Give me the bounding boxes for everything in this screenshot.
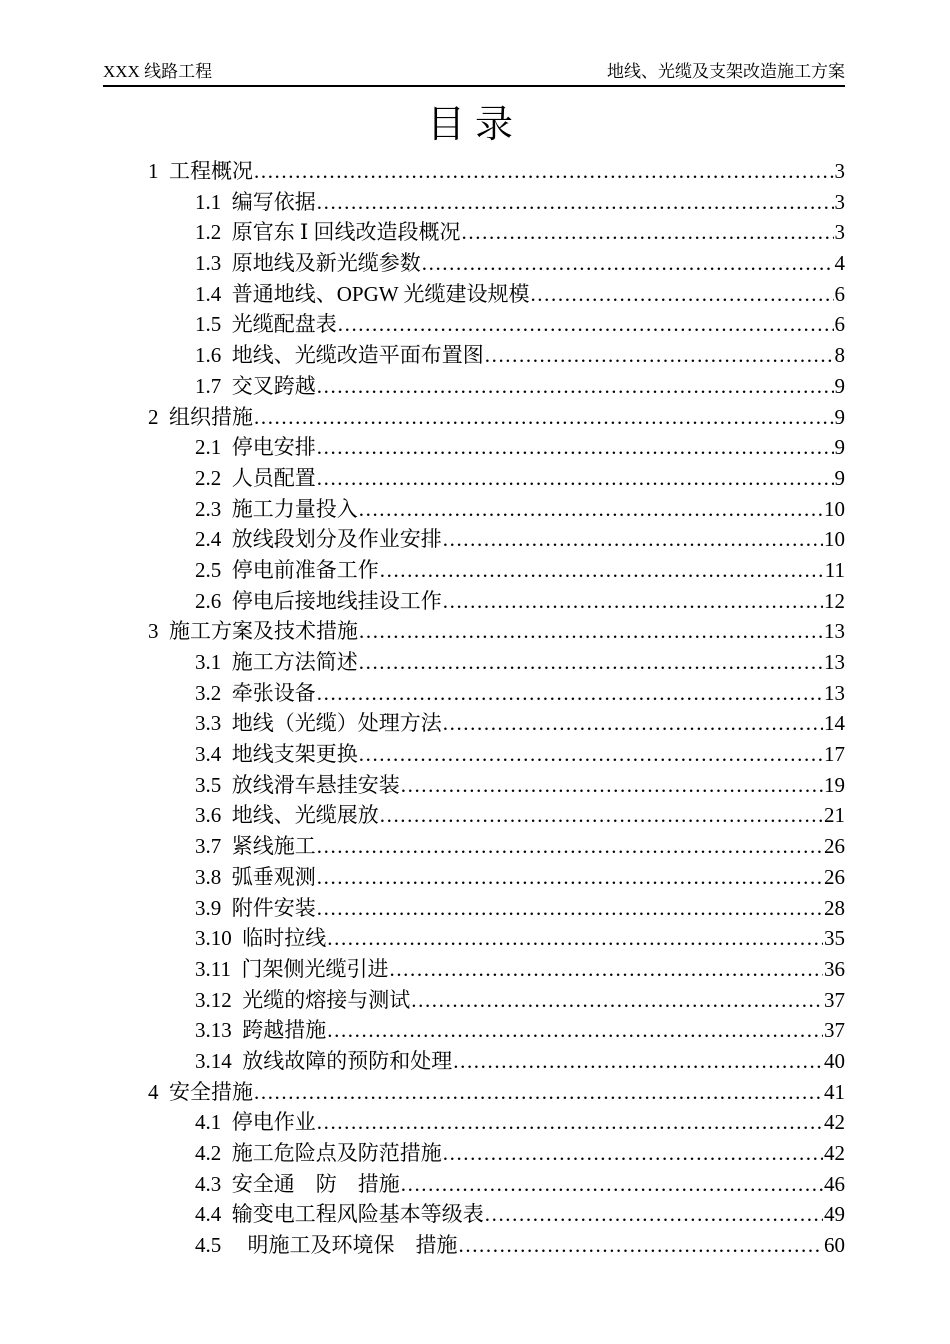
toc-leader-dots	[317, 463, 834, 494]
toc-entry[interactable]	[103, 893, 845, 924]
toc-page-number: 14	[824, 711, 845, 736]
toc-entry-label: 4.5 明施工及环境保 措施	[195, 1233, 458, 1258]
toc-page-number: 21	[824, 803, 845, 828]
toc-page-number: 13	[824, 680, 845, 705]
toc-leader-dots	[401, 770, 823, 801]
toc-entry-label: 4.3 安全通 防 措施	[195, 1171, 400, 1196]
toc-entry[interactable]	[103, 463, 845, 494]
toc-entry-label: 2.4 放线段划分及作业安排	[195, 527, 442, 552]
header-left-text: XXX 线路工程	[103, 62, 213, 81]
toc-entry[interactable]	[103, 371, 845, 402]
toc-entry[interactable]	[103, 1199, 845, 1230]
toc-entry[interactable]	[103, 708, 845, 739]
toc-page-number: 41	[824, 1079, 845, 1104]
toc-leader-dots	[389, 954, 823, 985]
toc-leader-dots	[317, 893, 823, 924]
toc-entry[interactable]	[103, 985, 845, 1016]
toc-leader-dots	[327, 1015, 823, 1046]
toc-entry-label: 2.2 人员配置	[195, 465, 316, 490]
toc-entry-label: 2.1 停电安排	[195, 435, 316, 460]
toc-entry[interactable]	[103, 494, 845, 525]
toc-entry-label: 4.2 施工危险点及防范措施	[195, 1141, 442, 1165]
toc-entry-label: 3.9 附件安装	[195, 895, 316, 920]
toc-page-number: 4	[834, 251, 845, 276]
toc-entry-label: 1.5 光缆配盘表	[195, 312, 337, 337]
toc-leader-dots	[380, 555, 824, 586]
toc-entry[interactable]	[103, 340, 845, 371]
toc-leader-dots	[485, 1199, 823, 1230]
toc-page-number: 13	[824, 650, 845, 674]
toc-page-number: 3	[834, 220, 845, 245]
toc-page-number: 36	[824, 956, 845, 981]
toc-entry-label: 1 工程概况	[148, 159, 253, 183]
toc-entry[interactable]	[103, 770, 845, 801]
toc-entry[interactable]	[103, 1230, 845, 1261]
toc-leader-dots	[401, 1169, 823, 1200]
toc-entry-label: 3.3 地线（光缆）处理方法	[195, 711, 442, 736]
toc-page-number: 9	[834, 465, 845, 490]
toc-page-number: 46	[824, 1171, 845, 1196]
toc-entry[interactable]	[103, 187, 845, 218]
toc-entry-label: 3.10 临时拉线	[195, 926, 327, 951]
toc-entry-label: 2 组织措施	[148, 404, 253, 429]
toc-entry[interactable]	[103, 217, 845, 248]
toc-entry-label: 3.2 牵张设备	[195, 680, 316, 705]
toc-leader-dots	[317, 831, 823, 862]
toc-page-number: 6	[834, 312, 845, 337]
toc-leader-dots	[443, 586, 823, 617]
toc-page-number: 26	[824, 834, 845, 859]
toc-entry[interactable]	[103, 279, 845, 310]
toc-page-number: 17	[824, 742, 845, 767]
toc-entry-label: 2.6 停电后接地线挂设工作	[195, 588, 442, 613]
toc-leader-dots	[317, 432, 834, 463]
toc-entry-label: 4.1 停电作业	[195, 1110, 316, 1135]
toc-entry[interactable]	[103, 156, 845, 187]
toc-page-number: 26	[824, 864, 845, 889]
toc-page-number: 9	[834, 404, 845, 429]
toc-entry-label: 3.12 光缆的熔接与测试	[195, 987, 411, 1012]
toc-page-number: 13	[824, 619, 845, 644]
page-title: 目录	[426, 104, 523, 146]
toc-entry[interactable]	[103, 1077, 845, 1108]
toc-leader-dots	[443, 708, 823, 739]
toc-entry[interactable]	[103, 1015, 845, 1046]
toc-leader-dots	[422, 248, 834, 279]
toc-page-number: 10	[824, 496, 845, 521]
toc-entry-label: 3.4 地线支架更换	[195, 742, 358, 767]
toc-list	[103, 156, 845, 1261]
toc-entry[interactable]	[103, 862, 845, 893]
toc-leader-dots	[317, 1107, 823, 1138]
toc-page-number: 3	[834, 159, 845, 183]
toc-page-number: 6	[834, 281, 845, 306]
toc-page-number: 42	[824, 1141, 845, 1165]
toc-entry[interactable]	[103, 831, 845, 862]
toc-page-number: 9	[834, 435, 845, 460]
toc-entry-label: 3.13 跨越措施	[195, 1018, 327, 1043]
toc-leader-dots	[380, 800, 823, 831]
toc-leader-dots	[411, 985, 823, 1016]
toc-leader-dots	[530, 279, 833, 310]
toc-entry[interactable]	[103, 432, 845, 463]
toc-leader-dots	[485, 340, 834, 371]
toc-entry[interactable]	[103, 1138, 845, 1169]
toc-entry[interactable]	[103, 800, 845, 831]
toc-leader-dots	[254, 156, 834, 187]
toc-entry-label: 2.5 停电前准备工作	[195, 557, 379, 582]
toc-entry-label: 1.4 普通地线、OPGW 光缆建设规模	[195, 281, 530, 306]
toc-page-number: 37	[824, 1018, 845, 1043]
toc-entry[interactable]	[103, 248, 845, 279]
toc-leader-dots	[359, 494, 823, 525]
toc-entry[interactable]	[103, 678, 845, 709]
toc-entry[interactable]	[103, 586, 845, 617]
toc-page-number: 35	[824, 926, 845, 951]
toc-leader-dots	[327, 923, 823, 954]
toc-entry[interactable]	[103, 1046, 845, 1077]
toc-leader-dots	[317, 678, 823, 709]
toc-entry[interactable]	[103, 1169, 845, 1200]
toc-entry-label: 3.14 放线故障的预防和处理	[195, 1048, 453, 1073]
toc-page-number: 28	[824, 895, 845, 920]
toc-leader-dots	[317, 862, 823, 893]
toc-page-number: 11	[824, 557, 845, 582]
toc-entry[interactable]	[103, 923, 845, 954]
toc-entry[interactable]	[103, 309, 845, 340]
toc-leader-dots	[317, 187, 834, 218]
toc-entry-label: 3.6 地线、光缆展放	[195, 803, 379, 828]
toc-entry-label: 3.7 紧线施工	[195, 834, 316, 859]
toc-entry-label: 1.6 地线、光缆改造平面布置图	[195, 343, 484, 368]
toc-entry-label: 3.11 门架侧光缆引进	[195, 956, 389, 981]
toc-leader-dots	[359, 647, 823, 678]
toc-entry[interactable]	[103, 1107, 845, 1138]
toc-leader-dots	[453, 1046, 823, 1077]
toc-entry-label: 2.3 施工力量投入	[195, 496, 358, 521]
toc-entry[interactable]	[103, 739, 845, 770]
toc-leader-dots	[462, 217, 834, 248]
toc-page-number: 8	[834, 343, 845, 368]
toc-entry[interactable]	[103, 954, 845, 985]
toc-entry[interactable]	[103, 555, 845, 586]
toc-entry-label: 3.8 弧垂观测	[195, 864, 316, 889]
toc-page-number: 42	[824, 1110, 845, 1135]
toc-leader-dots	[338, 309, 834, 340]
toc-leader-dots	[359, 739, 823, 770]
toc-entry-label: 3.5 放线滑车悬挂安装	[195, 772, 400, 797]
toc-entry-label: 4.4 输变电工程风险基本等级表	[195, 1202, 484, 1227]
toc-entry[interactable]	[103, 524, 845, 555]
toc-entry-label: 1.2 原官东 Ⅰ 回线改造段概况	[195, 220, 461, 245]
toc-leader-dots	[254, 1077, 823, 1108]
toc-page-number: 40	[824, 1048, 845, 1073]
page-header	[103, 60, 845, 87]
toc-entry-label: 1.1 编写依据	[195, 189, 316, 214]
toc-leader-dots	[443, 524, 823, 555]
toc-leader-dots	[254, 402, 834, 433]
toc-entry[interactable]	[103, 647, 845, 678]
toc-entry-label: 3.1 施工方法简述	[195, 650, 358, 674]
toc-entry-label: 1.3 原地线及新光缆参数	[195, 251, 421, 276]
toc-page-number: 10	[824, 527, 845, 552]
toc-page-number: 19	[824, 772, 845, 797]
toc-page-number: 9	[834, 373, 845, 398]
toc-page-number: 3	[834, 189, 845, 214]
toc-leader-dots	[443, 1138, 823, 1169]
toc-leader-dots	[317, 371, 834, 402]
toc-entry[interactable]	[103, 402, 845, 433]
toc-entry-label: 1.7 交叉跨越	[195, 373, 316, 398]
toc-page-number: 60	[824, 1233, 845, 1258]
toc-leader-dots	[459, 1230, 824, 1261]
toc-entry-label: 4 安全措施	[148, 1079, 253, 1104]
toc-entry[interactable]	[103, 616, 845, 647]
toc-page-number: 49	[824, 1202, 845, 1227]
toc-page-number: 37	[824, 987, 845, 1012]
header-right-text: 地线、光缆及支架改造施工方案	[607, 62, 845, 81]
toc-leader-dots	[359, 616, 823, 647]
toc-entry-label: 3 施工方案及技术措施	[148, 619, 358, 644]
toc-page-number: 12	[824, 588, 845, 613]
